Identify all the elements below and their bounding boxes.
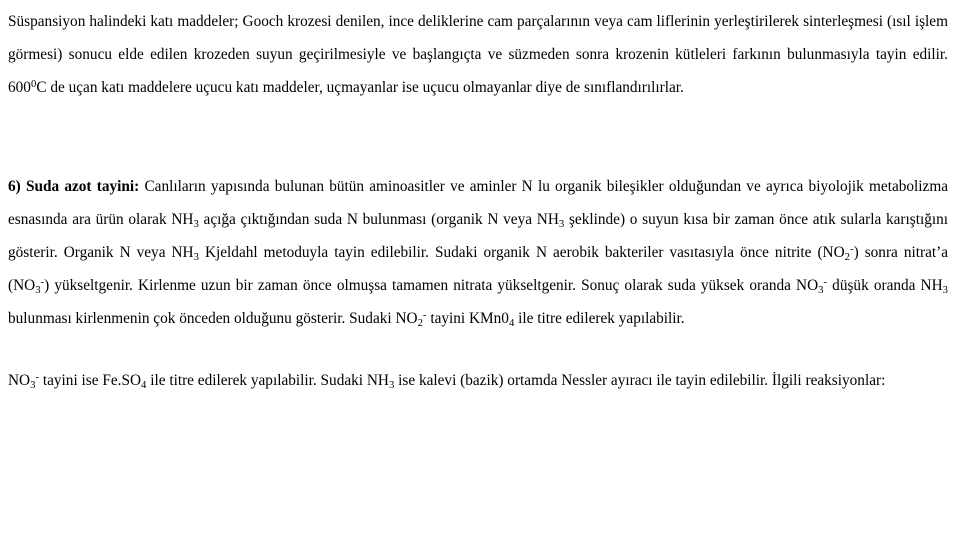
text-run: tayini ise Fe.SO <box>39 372 142 389</box>
text-run: düşük oranda NH <box>827 277 943 294</box>
subscript: 3 <box>30 379 36 391</box>
text-run: ise kalevi (bazik) ortamda Nessler ayıracı ile tayin edilebilir. İlgili reaksiyonlar: <box>394 372 886 389</box>
superscript: - <box>823 276 828 288</box>
superscript: - <box>850 243 854 255</box>
text-run: tayini KMn0 <box>426 310 509 327</box>
paragraph-nitrate-ammonia <box>8 364 948 397</box>
subscript: 2 <box>417 317 423 329</box>
subscript: 3 <box>35 284 41 296</box>
text-run: Kjeldahl metoduyla tayin edilebilir. Sudaki organik N aerobik bakteriler vasıtasıyla önce nitrite (NO <box>198 244 845 261</box>
text-run: şeklinde) o suyun kısa bir zaman önce atık sularla karıştığını gösterir. Organik N veya NH <box>8 211 949 261</box>
subscript: 2 <box>844 251 851 263</box>
subscript: 3 <box>193 251 199 263</box>
superscript: 0 <box>30 78 37 90</box>
text-run: ile titre edilerek yapılabilir. <box>514 310 685 327</box>
subscript: 3 <box>558 218 565 230</box>
superscript: - <box>422 309 427 321</box>
superscript: - <box>40 276 45 288</box>
text-run: ) yükseltgenir. Kirlenme uzun bir zaman önce olmuşsa tamamen nitrata yükseltgenir. Sonuç olarak suda yüksek oranda NO <box>44 277 819 294</box>
text-run: Süspansiyon halindeki katı maddeler; Gooch krozesi denilen, ince deliklerine cam parçalarının veya cam liflerinin yerleştirilerek sinterleşmesi (ısıl işlem görmesi) sonucu elde edilen krozeden suyun geçirilmesiyle ve başlangıçta ve süzmeden sonra krozenin kütleleri farkının bulunmasıyla tayin edilir. 600 <box>8 13 948 96</box>
paragraph-nitrogen-determination <box>8 170 948 335</box>
text-run: bulunması kirlenmenin çok önceden olduğunu gösterir. Sudaki NO <box>8 310 418 327</box>
subscript: 4 <box>141 379 147 391</box>
text-run: ) sonra nitrat’a (NO <box>8 244 948 294</box>
superscript: - <box>35 371 40 383</box>
subscript: 4 <box>508 317 515 329</box>
text-run: ile titre edilerek yapılabilir. Sudaki NH <box>146 372 389 389</box>
subscript: 3 <box>942 284 948 296</box>
section-heading: 6) Suda azot tayini: <box>8 178 140 195</box>
text-run: C de uçan katı maddelere uçucu katı maddeler, uçmayanlar ise uçucu olmayanlar diye de sınıflandırılırlar. <box>36 79 684 96</box>
text-run: açığa çıktığından suda N bulunması (organik N veya NH <box>198 211 559 228</box>
text-run: NO <box>8 372 31 389</box>
subscript: 3 <box>388 379 395 391</box>
paragraph-suspended-solids <box>8 5 948 104</box>
subscript: 3 <box>818 284 824 296</box>
text-run: Canlıların yapısında bulunan bütün aminoasitler ve aminler N lu organik bileşikler olduğundan ve ayrıca biyolojik metabolizma esnasında ara ürün olarak NH <box>8 178 949 228</box>
subscript: 3 <box>193 218 199 230</box>
